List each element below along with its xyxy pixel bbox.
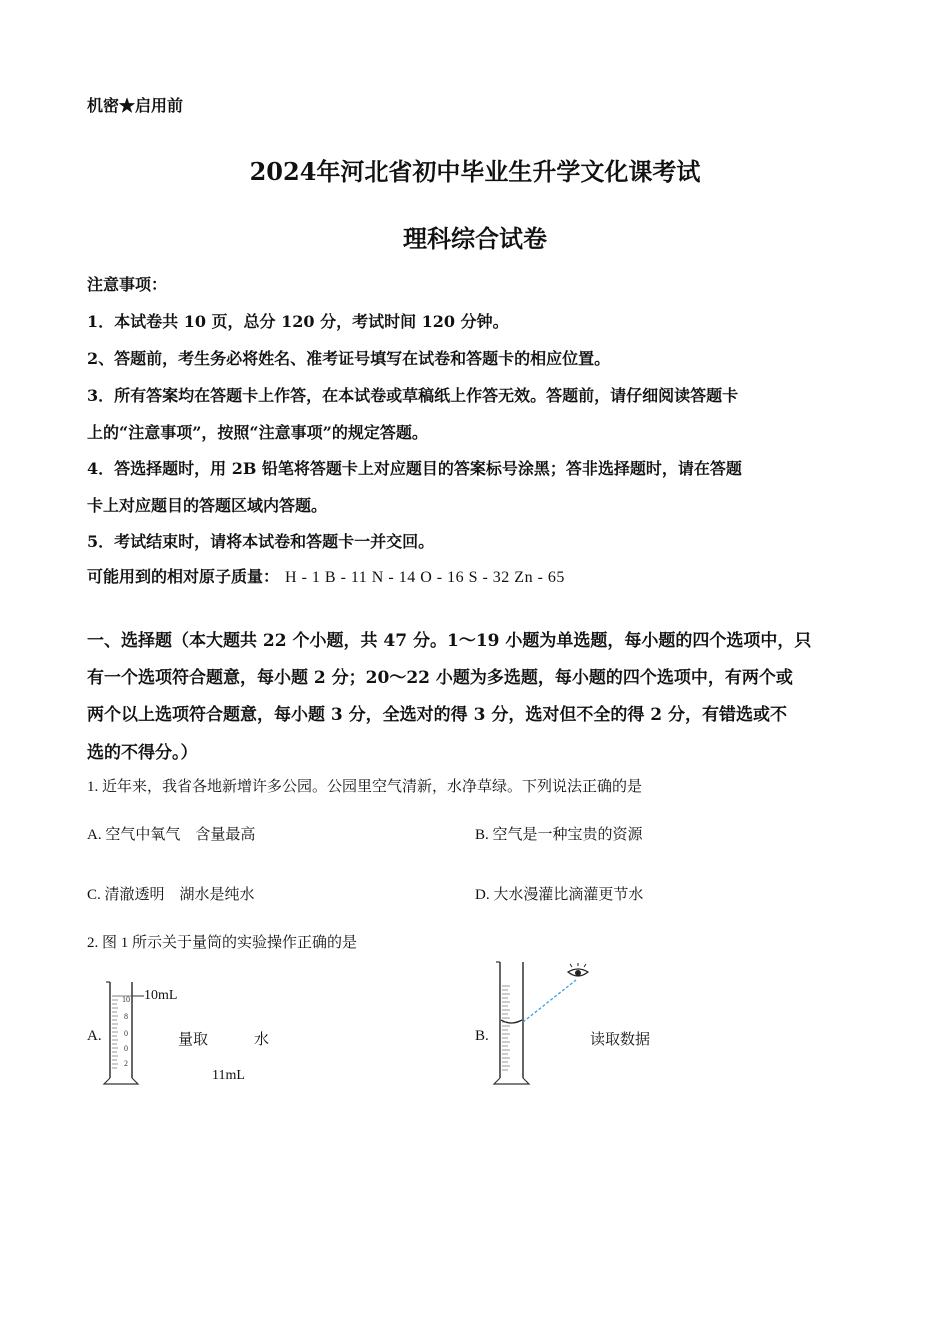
atomic-masses-values: H - 1 B - 11 N - 14 O - 16 S - 32 Zn - 65 — [285, 569, 565, 586]
option-b-caption: 读取数据 — [590, 1032, 651, 1048]
question-2-option-a-letter: A. — [87, 1028, 102, 1044]
tick-label: 2 — [124, 1059, 128, 1068]
notice-line: 2、答题前，考生务必将姓名、准考证号填写在试卷和答题卡的相应位置。 — [87, 349, 611, 368]
notice-heading: 注意事项： — [87, 275, 168, 294]
tick-label: 0 — [124, 1029, 128, 1038]
exam-title: 2024年河北省初中毕业生升学文化课考试 — [249, 157, 701, 186]
section-instructions: 有一个选项符合题意，每小题 2 分；20～22 小题为多选题，每小题的四个选项中，有两个或 — [87, 668, 793, 688]
option-a-caption: 量取 — [178, 1032, 209, 1048]
notice-line: 3．所有答案均在答题卡上作答，在本试卷或草稿纸上作答无效。答题前，请仔细阅读答题卡 — [87, 386, 739, 405]
atomic-masses — [87, 564, 565, 587]
question-1-option-d: D. 大水漫灌比滴灌更节水 — [475, 887, 644, 903]
question-1-option-a: A. 空气中氧气 含量最高 — [87, 827, 256, 843]
tick-label: 8 — [124, 1012, 128, 1021]
tick-label: 10 — [122, 995, 130, 1004]
notice-line: 5．考试结束时，请将本试卷和答题卡一并交回。 — [87, 532, 435, 551]
notice-line: 4．答选择题时，用 2B 铅笔将答题卡上对应题目的答案标号涂黑；答非选择题时，请在答题 — [87, 459, 742, 478]
section-instructions: 两个以上选项符合题意，每小题 3 分，全选对的得 3 分，选对但不全的得 2 分，有错选或不 — [87, 705, 787, 725]
atomic-masses-label: 可能用到的相对原子质量： — [87, 567, 280, 586]
question-2-option-b-letter: B. — [475, 1028, 489, 1044]
notice-line: 卡上对应题目的答题区域内答题。 — [87, 496, 328, 515]
tick-label: 0 — [124, 1044, 128, 1053]
section-instructions: 一、选择题（本大题共 22 个小题，共 47 分。1～19 小题为单选题，每小题的四个选项中，只 — [87, 631, 812, 651]
question-1-stem: 1. 近年来，我省各地新增许多公园。公园里空气清新，水净草绿。下列说法正确的是 — [87, 779, 643, 795]
notice-line: 1．本试卷共 10 页，总分 120 分，考试时间 120 分钟。 — [87, 312, 509, 331]
graduated-cylinder-figure-b — [490, 958, 600, 1090]
eye-icon — [568, 963, 588, 976]
exam-subtitle: 理科综合试卷 — [403, 224, 547, 253]
option-a-caption: 水 — [254, 1032, 270, 1048]
question-1-option-c: C. 清澈透明 湖水是纯水 — [87, 887, 255, 903]
option-a-volume: 11mL — [212, 1068, 245, 1083]
cylinder-top-label: 10mL — [144, 988, 178, 1003]
confidential-mark: 机密★启用前 — [87, 96, 184, 115]
meniscus — [501, 1020, 522, 1023]
section-instructions: 选的不得分。） — [87, 743, 198, 763]
sight-line — [523, 980, 576, 1022]
question-1-option-b: B. 空气是一种宝贵的资源 — [475, 827, 643, 843]
question-2-stem: 2. 图 1 所示关于量筒的实验操作正确的是 — [87, 935, 358, 951]
notice-line: 上的“注意事项”，按照“注意事项”的规定答题。 — [87, 423, 428, 442]
